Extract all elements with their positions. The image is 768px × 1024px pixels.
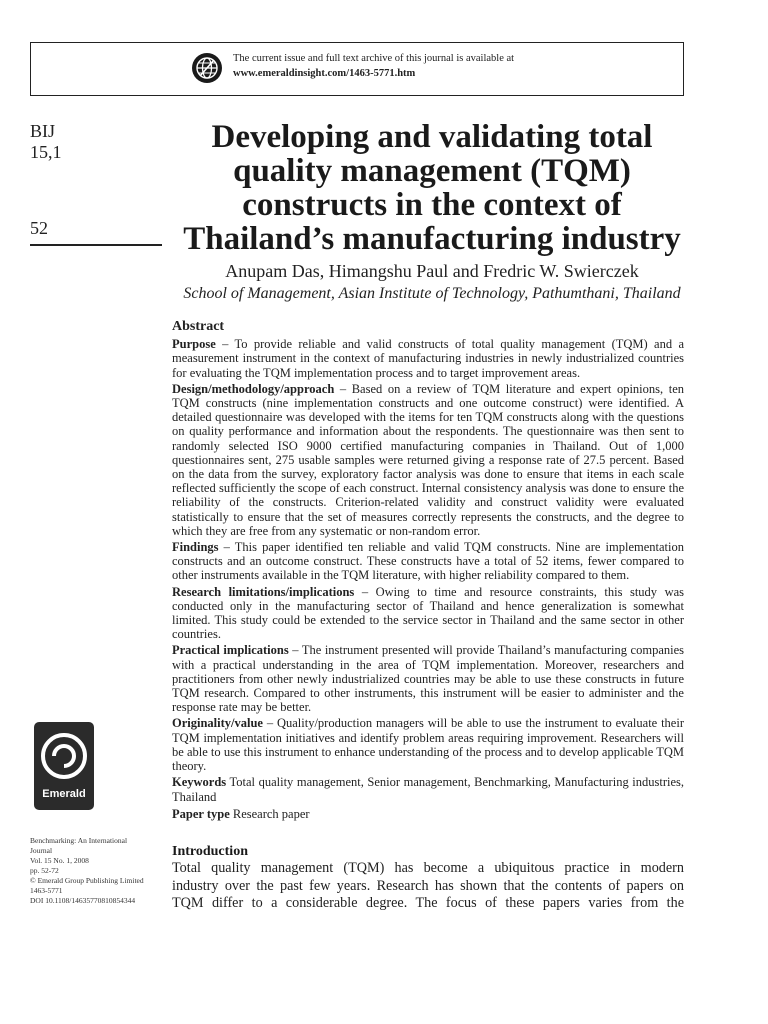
citation-block <box>30 836 170 906</box>
abstract-design <box>172 382 684 538</box>
abstract-keywords <box>172 775 684 803</box>
citation-line: © Emerald Group Publishing Limited <box>30 876 144 885</box>
journal-archive-notice <box>30 42 684 96</box>
page-number: 52 <box>30 218 48 238</box>
paper-type-text: Research paper <box>229 806 310 821</box>
citation-doi: DOI 10.1108/14635770810854344 <box>30 896 136 905</box>
page-number-rule <box>30 244 162 246</box>
abstract-text: – Quality/production managers will be able to use the instrument to evaluate their TQM implementation initiatives and identify problem areas requiring improvement. Researchers will be able to use this instrument to enhance understanding of the process and to develop applicable TQM theory. <box>172 716 684 774</box>
abstract-paper-type <box>172 807 684 821</box>
citation-line: 1463-5771 <box>30 886 63 895</box>
abstract-text: – Based on a review of TQM literature and expert opinions, ten TQM constructs (nine implementation constructs and one outcome construct) were identified. A detailed questionnaire was developed with the items for ten TQM constructs along with the questions on quality performance and information about the respondents. The questionnaire was then sent to randomly selected ISO 9000 certified manufacturing companies in Thailand. Out of 1,000 questionnaires sent, 275 usable samples were returned giving a response rate of 27.5 percent. Based on the data from the survey, exploratory factor analysis was done to ensure that items in each scale reflected sufficiently the scope of each construct. Internal consistency analysis was done to ensure the reliability of the constructs. Criterion-related validity and construct validity were evaluated statistically to ensure that the set of measures correctly represents the constructs, and the degree to which they are free from any systematic or non-random error. <box>172 381 684 538</box>
abstract-label: Design/methodology/approach <box>172 381 335 396</box>
citation-line: Benchmarking: An International <box>30 836 128 845</box>
abstract-label: Practical implications <box>172 643 289 658</box>
abstract-text: – To provide reliable and valid constructs of total quality management (TQM) and a measurement instrument in the context of manufacturing industries in newly industrialized countries for evaluating the TQM implementation process and to target improvement areas. <box>172 337 684 380</box>
paper-type-label: Paper type <box>172 806 230 821</box>
author-affiliation: School of Management, Asian Institute of Technology, Pathumthani, Thailand <box>183 285 681 302</box>
abstract-label: Purpose <box>172 337 216 352</box>
abstract-originality <box>172 716 684 773</box>
journal-volume-info <box>30 121 62 163</box>
abstract-heading: Abstract <box>172 319 225 334</box>
emerald-publisher-logo <box>34 722 94 810</box>
paper-authors: Anupam Das, Himangshu Paul and Fredric W. Swierczek <box>225 261 639 281</box>
abstract-label: Findings <box>172 540 219 555</box>
abstract-purpose <box>172 337 684 380</box>
paper-title: Developing and validating total quality management (TQM) constructs in the context of Thailand’s manufacturing industry <box>183 119 681 257</box>
emerald-swirl-icon <box>34 726 94 788</box>
abstract-practical <box>172 643 684 714</box>
citation-line: Journal <box>30 846 53 855</box>
abstract-label: Research limitations/implications <box>172 584 355 599</box>
citation-line: Vol. 15 No. 1, 2008 <box>30 856 89 865</box>
keywords-label: Keywords <box>172 775 227 790</box>
introduction-heading: Introduction <box>172 844 248 859</box>
introduction-line: industry over the past few years. Research has shown that the contents of papers on <box>172 877 684 894</box>
journal-url-link[interactable]: www.emeraldinsight.com/1463-5771.htm <box>233 68 416 79</box>
emerald-wordmark: Emerald <box>42 788 86 800</box>
keywords-text: Total quality management, Senior management, Benchmarking, Manufacturing industries, Thailand <box>172 775 684 804</box>
abstract-text: – This paper identified ten reliable and valid TQM constructs. Nine are implementation constructs and an outcome construct. These constructs have a total of 52 items, fewer compared to other instruments available in the TQM literature, with higher reliability compared to them. <box>172 540 684 583</box>
abstract-section <box>172 320 684 823</box>
abstract-text: – Owing to time and resource constraints, this study was conducted only in the manufacturing sector of Thailand and hence generalization is somewhat limited. This study could be extended to the service sector in Thailand and the same sector in other countries. <box>172 584 685 642</box>
introduction-line: Total quality management (TQM) has become a ubiquitous practice in modern <box>172 860 684 876</box>
abstract-findings <box>172 540 684 583</box>
archive-notice-text: The current issue and full text archive of this journal is available at <box>233 53 515 64</box>
abstract-label: Originality/value <box>172 716 263 731</box>
globe-icon <box>191 52 223 84</box>
citation-line: pp. 52-72 <box>30 866 59 875</box>
introduction-line: TQM differ to a considerable degree. The focus of these papers varies from the <box>172 895 684 911</box>
introduction-section <box>172 843 684 913</box>
volume-issue: 15,1 <box>30 142 62 162</box>
journal-abbreviation: BIJ <box>30 121 56 141</box>
abstract-text: – The instrument presented will provide Thailand’s manufacturing companies with a practical understanding in the area of TQM implementation. Moreover, researchers and practitioners from other newly industrialized countries may be able to use these constructs in future TQM research. Compared to other instruments, this instrument will be easier to administer and the response rate may be better. <box>172 643 685 715</box>
abstract-limitations <box>172 585 684 642</box>
